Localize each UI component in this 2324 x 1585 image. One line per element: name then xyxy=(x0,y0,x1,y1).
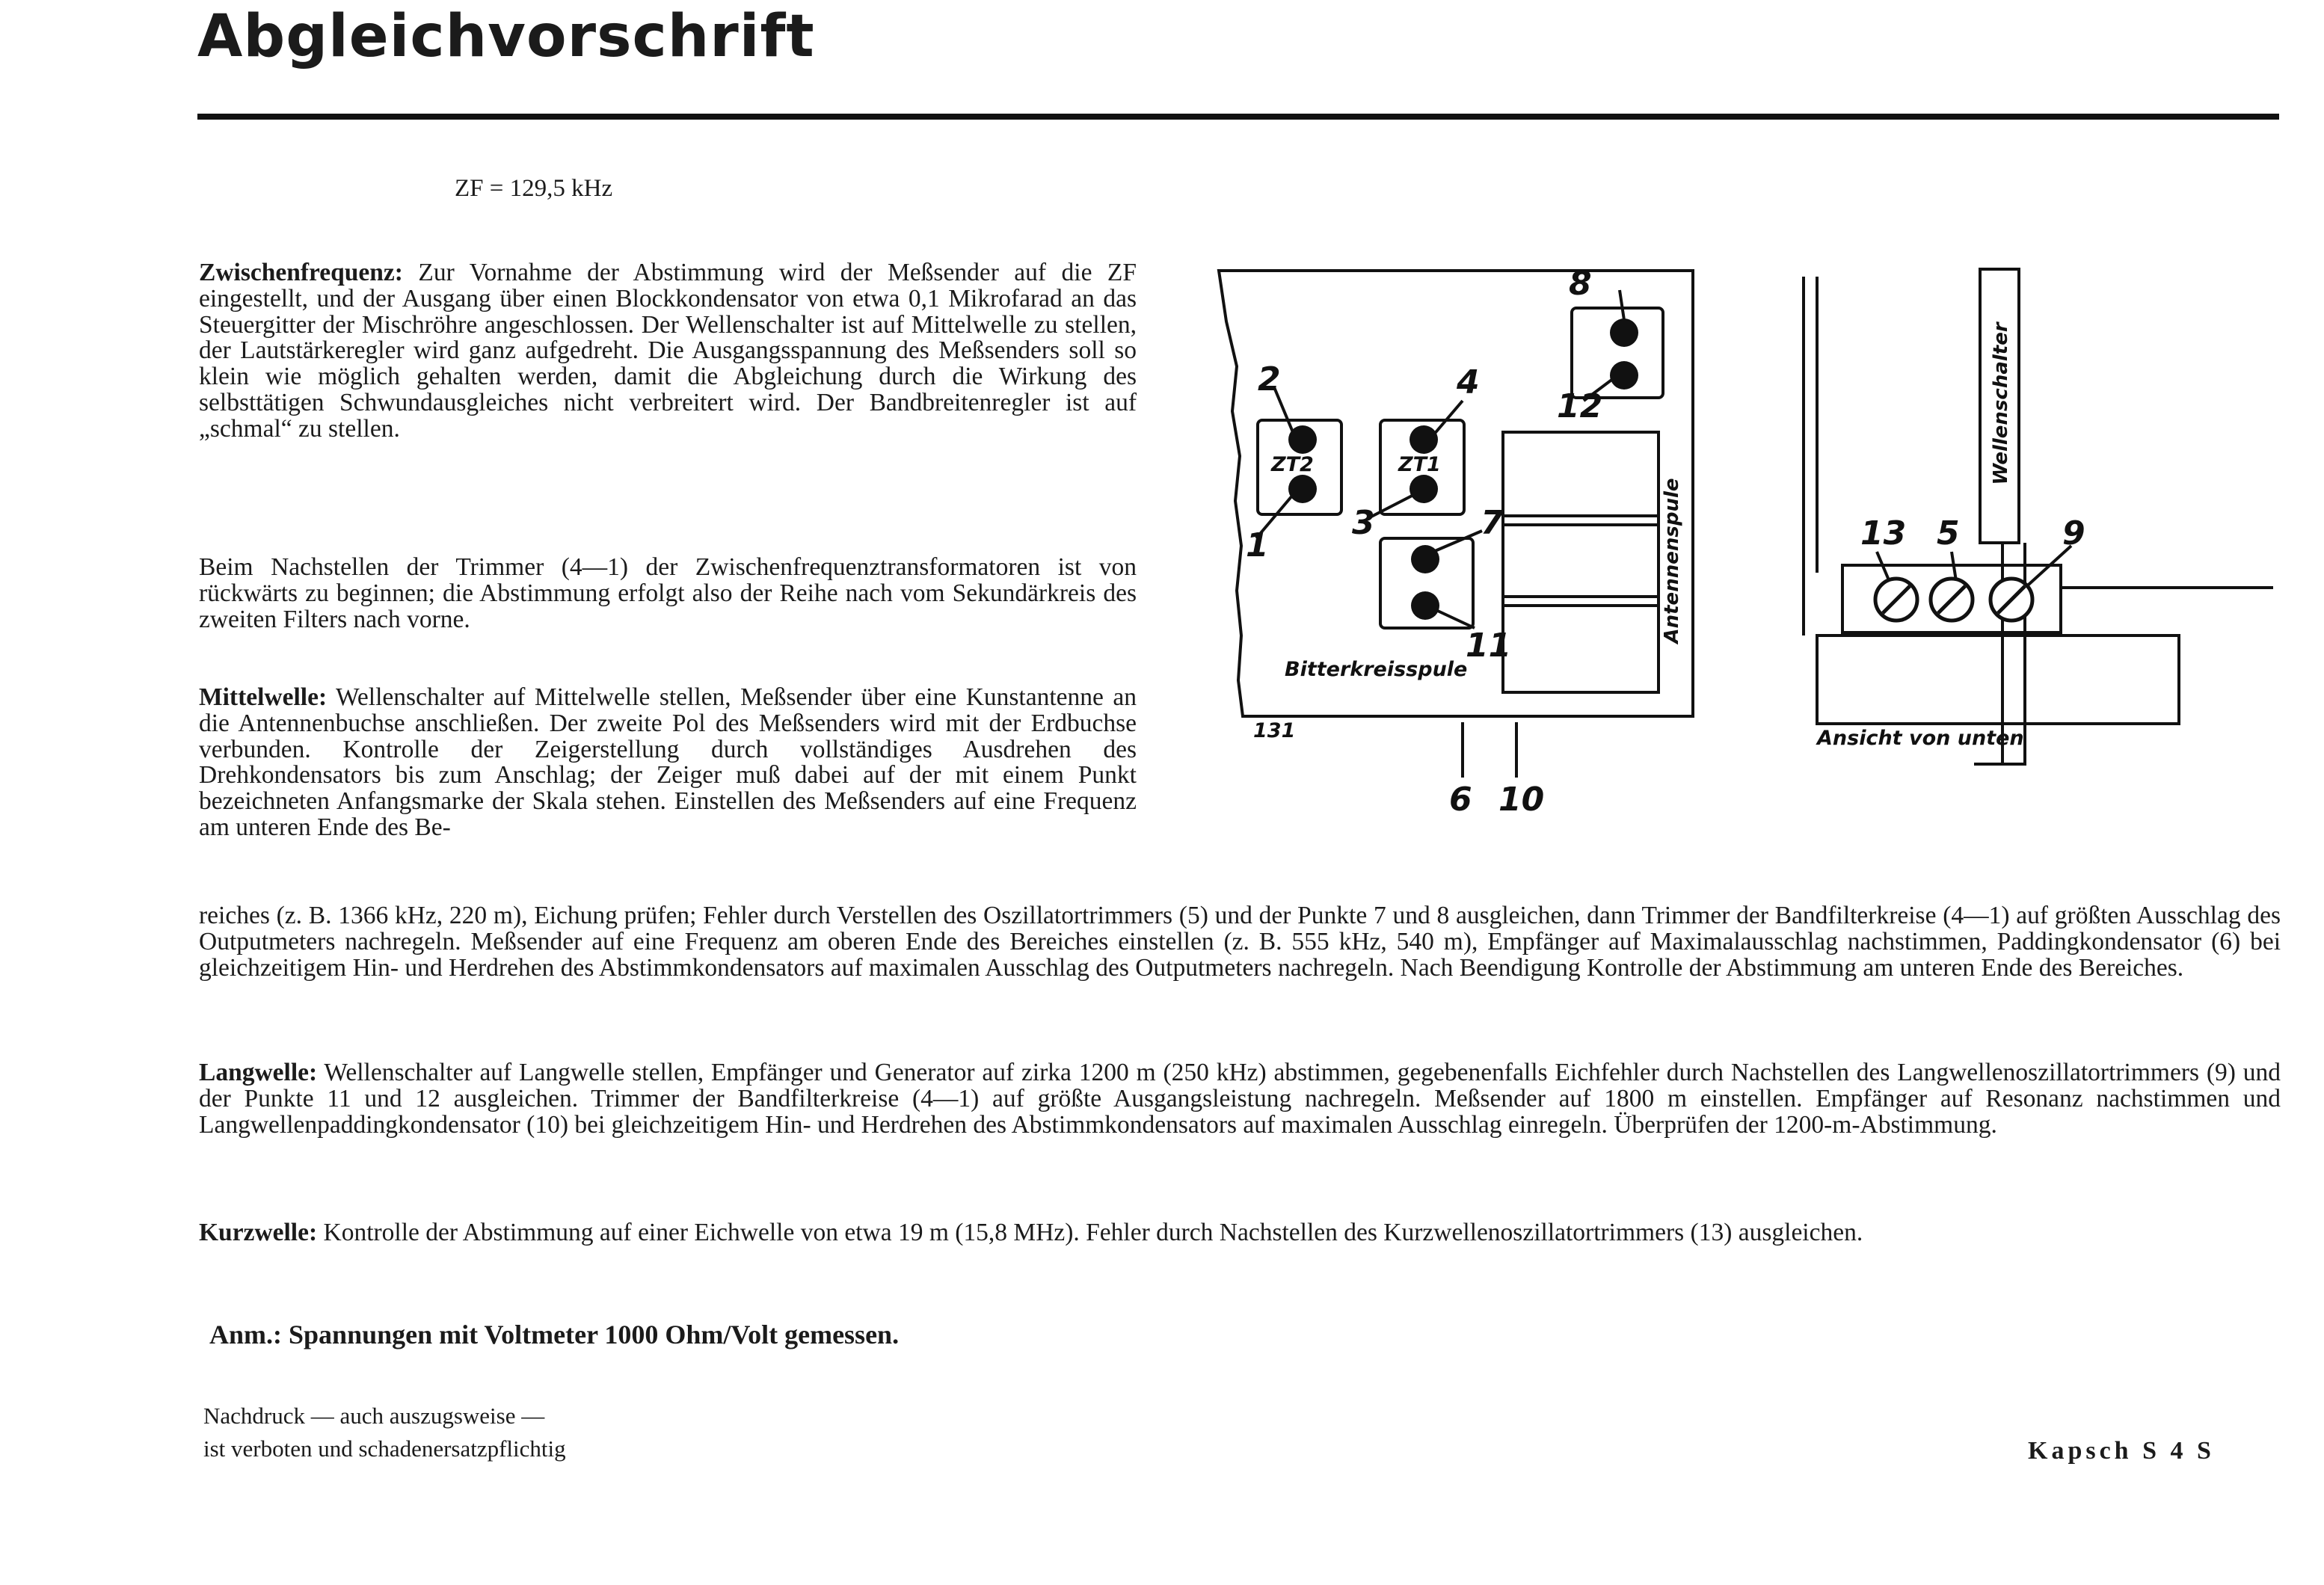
label-9: 9 xyxy=(2062,514,2085,553)
section-anmerkung xyxy=(209,1322,2291,1348)
alignment-diagram xyxy=(1196,262,2288,830)
label-zt1: ZT1 xyxy=(1398,453,1441,476)
trimmer-11 xyxy=(1411,591,1439,620)
label-12: 12 xyxy=(1557,387,1603,425)
section-text: Spannungen mit Voltmeter 1000 Ohm/Volt gemessen. xyxy=(282,1320,900,1349)
label-zt2: ZT2 xyxy=(1271,453,1314,476)
section-text: Wellenschalter auf Langwelle stellen, Empfänger und Generator auf zirka 1200 m (250 kHz) abstimmen, gegebenenfalls Eichfehler durch Nachstellen des Langwellenoszillatortrimmers (9) und der Punkte 11 und 12 ausgleichen. Trimmer der Bandfilterkreise (4—1) auf größte Ausgangsleistung nachregeln. Meßsender auf 1800 m einstellen. Empfänger auf Resonanz nachstimmen und Langwellenpaddingkondensator (10) bei gleichzeitigem Hin- und Herdrehen des Abstimmkondensators auf maximalen Ausschlag einregeln. Überprüfen der 1200-m-Abstimmung. xyxy=(199,1059,2281,1139)
reprint-note xyxy=(203,1400,566,1465)
section-text: Beim Nachstellen der Trimmer (4—1) der Zwischenfrequenztransformatoren ist von rückwärts zu beginnen; die Abstimmung erfolgt also der Reihe nach vom Sekundärkreis des zweiten Filters nach vorne. xyxy=(199,553,1137,633)
trimmer-3 xyxy=(1410,475,1438,503)
label-2: 2 xyxy=(1258,360,1281,398)
section-label: Anm.: xyxy=(209,1320,282,1349)
trimmer-1 xyxy=(1288,475,1317,503)
section-mittelwelle-continued xyxy=(199,903,2281,981)
page-title: Abgleichvorschrift xyxy=(197,3,815,70)
label-8: 8 xyxy=(1569,265,1592,303)
label-5: 5 xyxy=(1937,514,1960,553)
reprint-note-line1: Nachdruck — auch auszugsweise — xyxy=(203,1403,545,1429)
label-11: 11 xyxy=(1466,627,1512,665)
title-rule xyxy=(197,114,2279,120)
label-wave-switch: Wellenschalter xyxy=(1990,322,2012,485)
section-label: Mittelwelle: xyxy=(199,683,328,711)
label-bandfilter: Bitterkreisspule xyxy=(1285,658,1468,681)
label-bottom-view: Ansicht von unten xyxy=(1817,727,2024,750)
label-7: 7 xyxy=(1481,504,1504,542)
reprint-note-line2: ist verboten und schadenersatzpflichtig xyxy=(203,1435,566,1462)
section-label: Langwelle: xyxy=(199,1059,318,1086)
section-zwischenfrequenz xyxy=(199,260,1137,443)
trimmer-7 xyxy=(1411,545,1439,573)
section-text: Kontrolle der Abstimmung auf einer Eichwelle von etwa 19 m (15,8 MHz). Fehler durch Nachstellen des Kurzwellenoszillatortrimmers (13) ausgleichen. xyxy=(317,1219,1863,1246)
section-langwelle xyxy=(199,1060,2281,1138)
section-label: Zwischenfrequenz: xyxy=(199,259,403,286)
section-trimmer xyxy=(199,555,1137,633)
section-text: Wellenschalter auf Mittelwelle stellen, Meßsender über eine Kunstantenne an die Antennenbuchse anschließen. Der zweite Pol des Meßsenders wird mit der Erdbuchse verbunden. Kontrolle der Zeigerstellung durch vollständiges Ausdrehen des Drehkondensators bis zum Anschlag; der Zeiger muß dabei auf der mit einem Punkt bezeichneten Anfangsmarke der Skala stehen. Einstellen des Meßsenders auf eine Frequenz am unteren Ende des Be- xyxy=(199,683,1137,841)
leader-9 xyxy=(2022,546,2071,591)
section-text: reiches (z. B. 1366 kHz, 220 m), Eichung prüfen; Fehler durch Verstellen des Oszillatortrimmers (5) und der Punkte 7 und 8 ausgleichen, dann Trimmer der Bandfilterkreise (4—1) auf größten Ausschlag des Outputmeters nachregeln. Meßsender auf eine Frequenz am oberen Ende des Bereiches einstellen (z. B. 555 kHz, 540 m), Empfänger auf Maximalausschlag nachstimmen, Paddingkondensator (6) bei gleichzeitigem Hin- und Herdrehen des Abstimmkondensators auf maximalen Ausschlag des Outputmeters nachregeln. Nach Beendigung Kontrolle der Abstimmung am unteren Ende des Bereiches. xyxy=(199,902,2281,982)
section-label: Kurzwelle: xyxy=(199,1219,318,1246)
base-plate xyxy=(1817,635,2179,724)
leader-8 xyxy=(1620,290,1624,320)
label-3: 3 xyxy=(1352,504,1375,542)
label-ref: 131 xyxy=(1253,719,1296,742)
label-6: 6 xyxy=(1449,781,1472,819)
model-designation: Kapsch S 4 S xyxy=(2028,1437,2215,1465)
trimmer-4 xyxy=(1410,425,1438,454)
label-13: 13 xyxy=(1860,514,1907,553)
trimmer-12 xyxy=(1610,361,1638,390)
label-antenna: Antennenspule xyxy=(1661,478,1683,644)
label-4: 4 xyxy=(1457,363,1480,401)
section-text: Zur Vornahme der Abstimmung wird der Meßsender auf die ZF eingestellt, und der Ausgang über einen Blockkondensator von etwa 0,1 Mikrofarad an das Steuergitter der Mischröhre angeschlossen. Der Wellenschalter ist auf Mittelwelle zu stellen, der Lautstärkeregler wird ganz aufgedreht. Die Ausgangsspannung des Meßsenders soll so klein wie möglich gehalten werden, damit die Abgleichung durch die Wirkung des selbsttätigen Schwundausgleiches nicht verbreitert wird. Der Bandbreitenregler ist auf „schmal“ zu stellen. xyxy=(199,259,1137,443)
label-1: 1 xyxy=(1246,526,1269,564)
section-kurzwelle xyxy=(199,1220,2281,1246)
section-mittelwelle xyxy=(199,685,1137,841)
label-10: 10 xyxy=(1498,781,1545,819)
zf-value: ZF = 129,5 kHz xyxy=(455,175,613,202)
antenna-coil-box xyxy=(1503,432,1659,692)
trimmer-2 xyxy=(1288,425,1317,454)
trimmer-8 xyxy=(1610,318,1638,347)
